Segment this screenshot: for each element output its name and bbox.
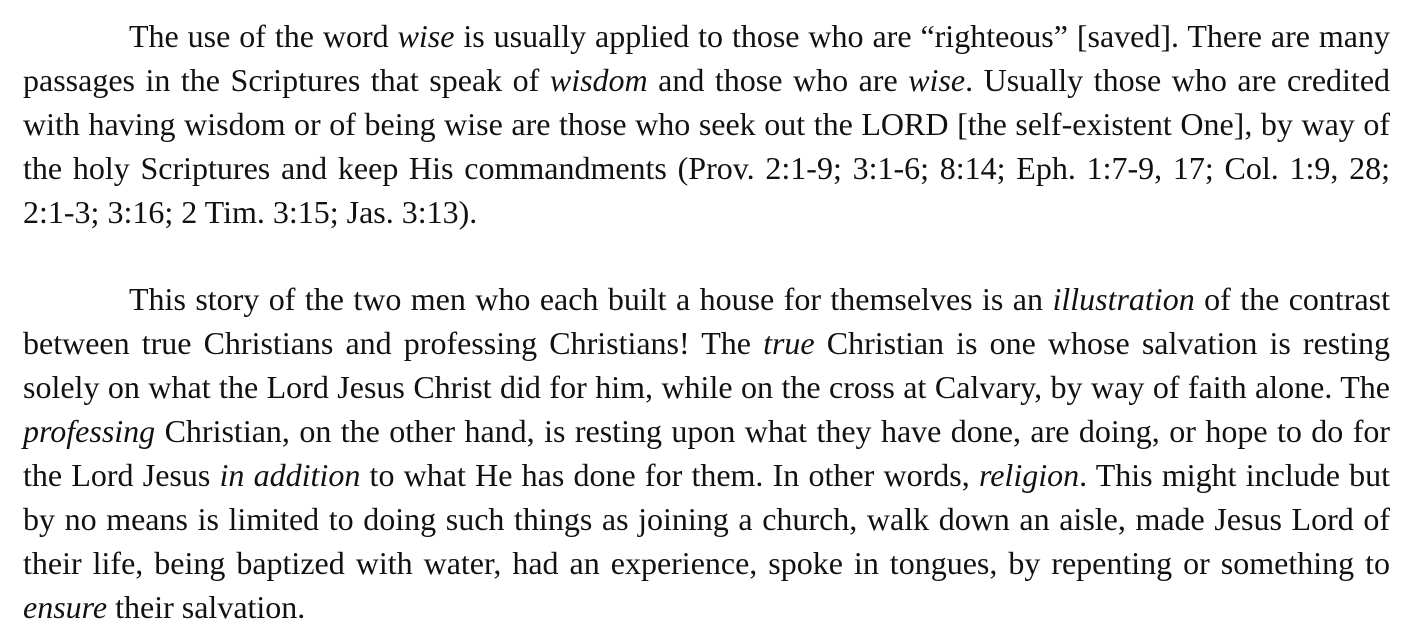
text-run: This story of the two men who each built a house for themselves is an [129, 281, 1053, 317]
text-run: Christian, on the other hand, is resting upon what they have done, are doing, or hope to do for the Lord Jesus [23, 413, 1390, 493]
text-run: of the contrast between true Christians and professing Christians! The [23, 281, 1391, 361]
italic-term-ensure: ensure [23, 589, 108, 625]
text-run: Christian is one whose salvation is resting solely on what the Lord Jesus Christ did for him, while on the cross at Calvary, by way of faith alone. The [23, 325, 1391, 405]
italic-term-religion: religion [978, 457, 1080, 493]
italic-term-professing: professing [23, 413, 156, 449]
text-run: The use of the word [129, 18, 398, 54]
paragraph-two-houses [23, 277, 1390, 629]
text-run: and those who are [647, 62, 909, 98]
text-run: to what He has done for them. In other words, [360, 457, 979, 493]
italic-term-wise: wise [397, 18, 455, 54]
italic-term-illustration: illustration [1052, 281, 1195, 317]
paragraph-wise-usage [23, 14, 1390, 234]
text-run: their salvation. [107, 589, 306, 625]
text-run: . Usually those who are credited with having wisdom or of being wise are those who seek out the LORD [the self-existent One], by way of the holy Scriptures and keep His commandments (Prov. 2:1-9; 3:1-6; 8:14; Eph. 1:7-9, 17; Col. 1:9, 28; 2:1-3; 3:16; 2 Tim. 3:15; Jas. 3:13). [23, 62, 1391, 230]
text-run: . This might include but by no means is limited to doing such things as joining a church, walk down an aisle, made Jesus Lord of their life, being baptized with water, had an experience, spoke in tongues, by repenting or something to [23, 457, 1391, 581]
italic-term-in-addition: in addition [219, 457, 361, 493]
text-run: is usually applied to those who are “righteous” [saved]. There are many passages in the Scriptures that speak of [23, 18, 1391, 98]
italic-term-true: true [763, 325, 815, 361]
italic-term-wisdom: wisdom [549, 62, 648, 98]
italic-term-wise: wise [908, 62, 966, 98]
